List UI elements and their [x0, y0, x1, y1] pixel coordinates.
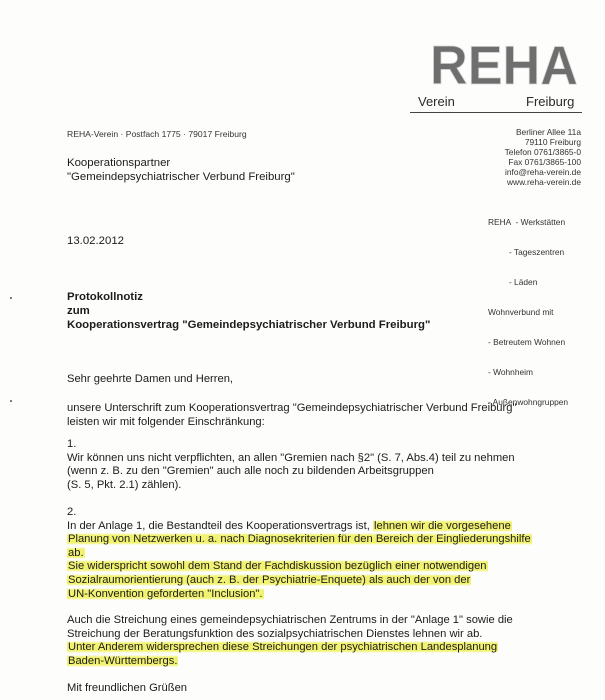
point-number: 2. [67, 506, 77, 518]
paragraph-line [67, 520, 532, 534]
service-item: - Läden [488, 277, 538, 287]
service-item: - Wohnheim [488, 367, 533, 377]
paragraph-line: unsere Unterschrift zum Kooperationsvertrag "Gemeindepsychiatrischer Verbund Freiburg" [67, 402, 517, 414]
subject-line: zum [67, 305, 90, 317]
scan-speck [10, 297, 12, 299]
highlighted-text: ab. [68, 546, 84, 559]
service-item: - Betreutem Wohnen [488, 337, 566, 347]
paragraph-line [67, 533, 532, 547]
address-city: 79110 Freiburg [524, 137, 581, 147]
point-number: 1. [67, 438, 77, 450]
recipient-line: "Gemeindepsychiatrischer Verbund Freiburg" [67, 171, 295, 183]
service-item: - Tageszentren [488, 247, 565, 257]
intro-paragraph [67, 402, 516, 429]
service-item: Wohnverbund mit [488, 307, 554, 317]
point-1 [67, 438, 515, 492]
address-block [505, 127, 581, 187]
paragraph-line [67, 574, 532, 588]
address-email: info@reha-verein.de [504, 167, 581, 177]
highlighted-text: UN-Konvention geforderten "Inclusion". [68, 587, 263, 600]
subject-line: Protokollnotiz [67, 291, 143, 303]
subject [67, 290, 430, 332]
service-item: REHA - Werkstätten [488, 217, 566, 227]
point-3 [67, 614, 513, 668]
recipient [67, 156, 295, 184]
paragraph-line: leisten wir mit folgender Einschränkung: [67, 415, 265, 428]
scan-speck [10, 400, 12, 402]
highlighted-text: lehnen wir die vorgesehene [373, 519, 511, 532]
service-item: - Außenwohngruppen [488, 397, 569, 407]
services-block [488, 197, 568, 417]
reha-logo-text: REHA [430, 38, 578, 90]
paragraph-line: Streichung der Beratungsfunktion des sozialpsychiatrischen Dienstes lehnen wir ab. [67, 627, 483, 640]
text-run: In der Anlage 1, die Bestandteil des Kooperationsvertrags ist, [67, 519, 373, 532]
highlighted-text: Sozialraumorientierung (auch z. B. der Psychiatrie-Enquete) als auch der von der [68, 573, 471, 586]
paragraph-line [67, 641, 513, 655]
recipient-line: Kooperationspartner [67, 157, 171, 169]
address-phone: Telefon 0761/3865-0 [504, 147, 581, 157]
salutation: Sehr geehrte Damen und Herren, [67, 373, 234, 385]
paragraph-line: Auch die Streichung eines gemeindepsychiatrischen Zentrums in der "Anlage 1" sowie die [67, 614, 513, 626]
highlighted-text: Sie widerspricht sowohl dem Stand der Fachdiskussion bezüglich einer notwendigen [68, 560, 487, 573]
subject-line: Kooperationsvertrag "Gemeindepsychiatrischer Verbund Freiburg" [67, 319, 431, 331]
closing: Mit freundlichen Grüßen [67, 682, 188, 694]
paragraph-line [67, 547, 532, 561]
address-fax: Fax 0761/3865-100 [508, 157, 581, 167]
paragraph-line [67, 655, 513, 669]
address-website: www.reha-verein.de [506, 177, 581, 187]
highlighted-text: Planung von Netzwerken u. a. nach Diagnosekriterien für den Bereich der Eingliederungshilfe [68, 533, 531, 546]
highlighted-text: Unter Anderem widersprechen diese Streichungen der psychiatrischen Landesplanung [68, 641, 498, 654]
paragraph-line: Wir können uns nicht verpflichten, an allen "Gremien nach §2" (S. 7, Abs.4) teil zu nehmen [67, 451, 515, 464]
paragraph-line [67, 560, 532, 574]
paragraph-line: (S. 5, Pkt. 2.1) zählen). [67, 478, 182, 491]
logo-divider [410, 112, 582, 113]
letter-date: 13.02.2012 [67, 235, 125, 247]
point-2 [67, 506, 532, 601]
address-street: Berliner Allee 11a [515, 127, 581, 137]
logo-verein-label: Verein [418, 94, 455, 109]
logo-freiburg-label: Freiburg [526, 94, 575, 109]
sender-line: REHA-Verein · Postfach 1775 · 79017 Freiburg [67, 129, 247, 139]
reha-logo [428, 38, 580, 90]
paragraph-line [67, 588, 532, 602]
paragraph-line: (wenn z. B. zu den "Gremien" auch alle noch zu bildenden Arbeitsgruppen [67, 465, 434, 478]
highlighted-text: Baden-Württembergs. [68, 654, 178, 667]
